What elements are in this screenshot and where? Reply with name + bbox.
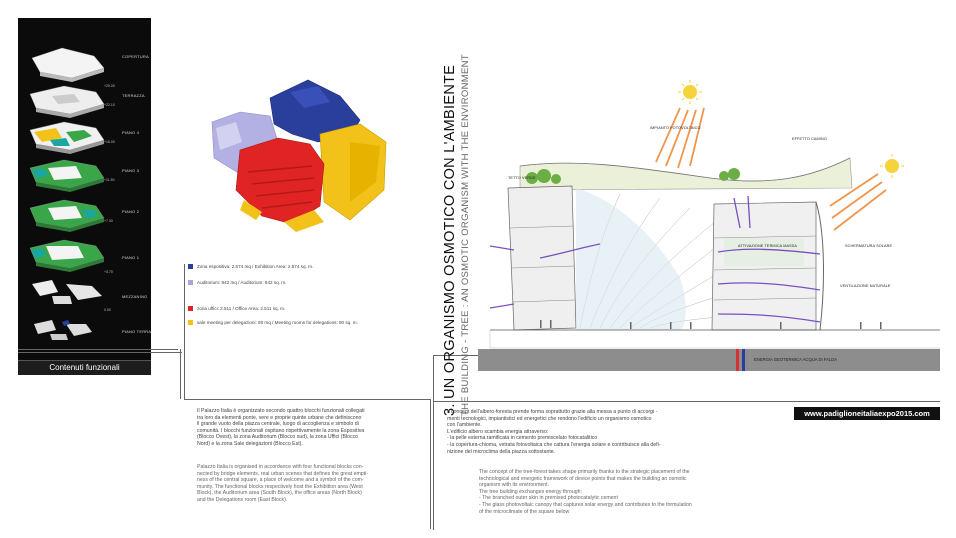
building-section-drawing: [480, 78, 940, 356]
geothermal-label: ENERGIA GEOTERMICA ACQUA DI FALDA: [754, 357, 838, 362]
divider-line: [184, 399, 430, 400]
floor-terrazza: [30, 86, 104, 118]
divider-line: [18, 349, 178, 350]
annotation-photovoltaic: IMPIANTO FOTOVOLTAICO: [650, 126, 701, 130]
floor-elevation: +7.00: [104, 219, 113, 223]
description-italian-right: Il concept dell'albero-foresta prende forma soprattutto grazie alla messa a punto di accorgi - menti tecnologici, impiantistici ed energetici che rendono l'edificio un organismo osmotico con l'ambiente. L'edificio albero scambia energia attraverso: - la pelle esterna ramificata in cemento premiscelato fotocatalitico - la copertura-chioma, vetrata fotovoltaica che cattura l'energia solare e contribuisce alla defi- nizione del microclima della piazza sottostante.: [447, 409, 661, 455]
divider-line: [433, 355, 434, 530]
legend-swatch: [188, 264, 193, 269]
annotation-thermal-mass: ATTIVAZIONE TERMICA MASSA: [738, 244, 798, 248]
legend-swatch: [188, 280, 193, 285]
floor-label: TERRAZZA: [122, 93, 145, 98]
legend-text: sale meeting per delegazioni: 80 mq / Meeting rooms for delegations: 80 sq. m.: [197, 320, 358, 325]
floor-label: COPERTURA: [122, 54, 149, 59]
floor-label: PIANO 4: [122, 130, 140, 135]
floor-label: PIANO 1: [122, 255, 140, 260]
divider-line: [180, 349, 181, 399]
floor-piano-terra: [34, 320, 92, 340]
divider-line: [430, 399, 431, 529]
geothermal-pipe-red: [736, 349, 739, 371]
legend-item: [188, 280, 286, 285]
website-url[interactable]: www.padiglioneitaliaexpo2015.com: [794, 407, 940, 420]
annotation-solar-shading: SCHERMATURA SOLARE: [845, 244, 893, 248]
annotation-natural-ventilation: VENTILAZIONE NATURALE: [840, 284, 891, 288]
floor-label: MEZZANINO: [122, 294, 148, 299]
divider-line: [184, 264, 185, 399]
annotation-chimney-effect: EFFETTO CAMINO: [792, 137, 827, 141]
floor-piano-3: [30, 160, 104, 192]
divider-line: [18, 352, 182, 353]
legend-text: Zona espositiva: 2.574 mq / Exhibition Area: 2.574 sq. m.: [197, 264, 314, 269]
building-blocks-model: [200, 72, 390, 237]
functional-contents-panel: [18, 18, 151, 375]
ground-section-bar: [478, 349, 940, 371]
floor-elevation: 0.00: [104, 308, 111, 312]
floor-copertura: [32, 48, 104, 82]
legend-swatch: [188, 306, 193, 311]
description-english: Palazzo Italia is organised in accordance with four functional blocks con- nected by bridge elements, real urban scenes that defines the great empti- ness of the central square, a place of welcome and a symbol of the com- munity. The functional blocks respectively host the Exhibition area (West Block), the Auditorium area (South Block), the office areas (North Block) and the Delegations room (East Block).: [197, 464, 369, 503]
title-italian: 3. UN ORGANISMO OSMOTICO CON L'AMBIENTE: [442, 64, 458, 416]
description-italian: Il Palazzo Italia è organizzato secondo quattro blocchi funzionali collegati tra loro da elementi ponte, vere e proprie quinte urbane che definiscono il grande vuoto della piazza centrale, luogo di accoglienza e simbolo di comunità. I blocchi funzionali ospitano rispettivamente la zona Espositiva (Blocco Ovest), la zona Auditorium (Blocco sud), la zona Uffici (Blocco Nord) e la zona Sale delegazioni (Blocco Est).: [197, 408, 365, 447]
legend-item: [188, 320, 358, 325]
functional-contents-title: Contenuti funzionali: [18, 360, 151, 375]
annotation-green-roof: TETTO VERDE: [508, 176, 536, 180]
floor-label: PIANO TERRA: [122, 329, 152, 334]
sun-icon: [678, 80, 702, 104]
geothermal-pipe-blue: [742, 349, 745, 371]
floor-plan-stack: [18, 18, 151, 361]
legend-text: zona uffici: 2.511 / Office Area: 2.511 sq. m.: [197, 306, 286, 311]
floor-elevation: +25.00: [104, 84, 115, 88]
legend-item: [188, 264, 313, 269]
floor-mezzanino: [32, 280, 102, 304]
floor-piano-4: [30, 122, 104, 154]
sun-icon: [880, 154, 904, 178]
divider-line: [433, 401, 940, 402]
floor-piano-2: [30, 200, 104, 232]
section-title: [440, 12, 480, 416]
floor-elevation: +22.10: [104, 103, 115, 107]
floor-piano-1: [30, 240, 104, 272]
floor-elevation: +16.00: [104, 140, 115, 144]
floor-elevation: +11.50: [104, 178, 115, 182]
description-english-right: The concept of the tree-forest takes shape primarily thanks to the strategic placement of the technological and energetic framework of device points that makes the building an osmotic organism with its environment. The tree building exchanges energy through: - The branched outer skin in premixed photocatalytic cement - The glass photovoltaic canopy that captures solar energy and contributes to the formulation of the microclimate of the square below: [479, 469, 692, 515]
title-english: THE BUILDING - TREE : AN OSMOTIC ORGANISM WITH THE ENVIRONMENT: [460, 54, 471, 416]
legend-text: Auditorium: 842 mq / Auditorium: 842 sq. m.: [197, 280, 287, 285]
legend-swatch: [188, 320, 193, 325]
floor-label: PIANO 2: [122, 209, 140, 214]
legend-item: [188, 306, 285, 311]
floor-label: PIANO 3: [122, 168, 140, 173]
floor-elevation: +3.70: [104, 270, 113, 274]
